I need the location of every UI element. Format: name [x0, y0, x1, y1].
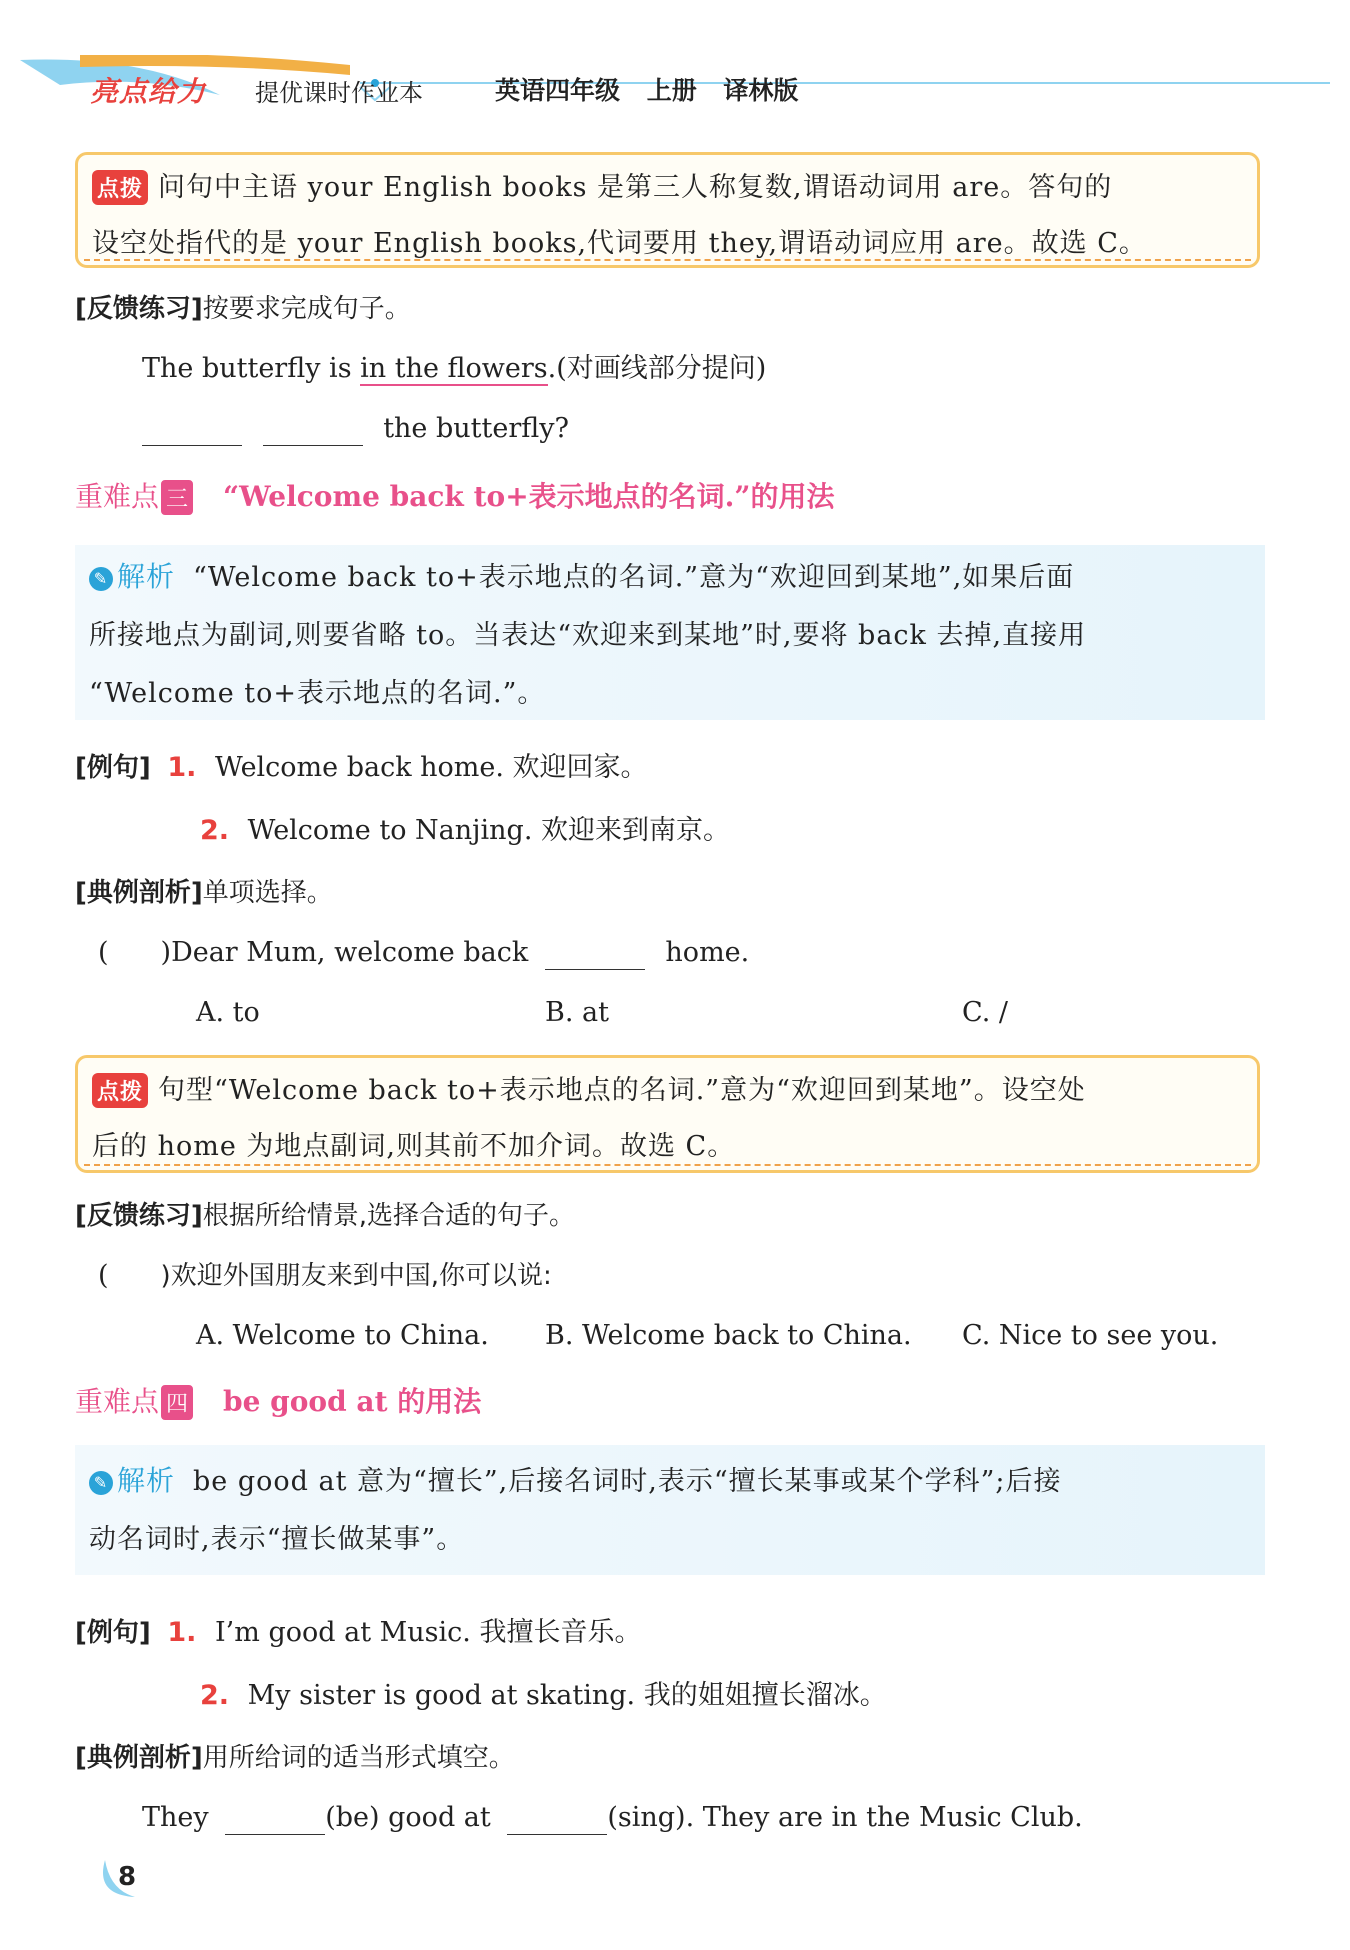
question-line: ( )欢迎外国朋友来到中国,你可以说:: [98, 1260, 552, 1291]
section-title: “Welcome back to+表示地点的名词.”的用法: [223, 480, 835, 513]
hint-box-2: 点拨 句型“Welcome back to+表示地点的名词.”意为“欢迎回到某地”。设空处 后的 home 为地点副词,则其前不加介词。故选 C。: [75, 1055, 1260, 1173]
answer-blank[interactable]: [545, 937, 645, 970]
pencil-icon: ✎: [89, 1471, 113, 1495]
brand-logo-text: 亮点给力: [90, 75, 207, 108]
underlined-phrase: in the flowers: [360, 353, 548, 384]
grade-info: 英语四年级 上册 译林版: [495, 76, 799, 105]
pencil-icon: ✎: [89, 567, 113, 591]
section-title: be good at 的用法: [223, 1385, 482, 1418]
book-subtitle: 提优课时作业本: [255, 79, 423, 107]
practice-answer-line: the butterfly?: [142, 413, 569, 446]
option-b[interactable]: B. at: [545, 997, 609, 1028]
hint-text-line: 设空处指代的是 your English books,代词要用 they,谓语动词应用 are。故选 C。: [92, 228, 1147, 259]
practice-instruction: 按要求完成句子。: [202, 294, 411, 324]
example-item: 2. My sister is good at skating. 我的姐姐擅长溜冰。: [200, 1680, 887, 1711]
example-label: [例句]: [75, 1618, 151, 1648]
typical-example-header: [典例剖析]用所给词的适当形式填空。: [75, 1743, 515, 1773]
typical-example-header: [典例剖析]单项选择。: [75, 878, 333, 908]
answer-blank[interactable]: [142, 413, 242, 446]
practice-sentence: The butterfly is in the flowers.(对画线部分提问): [142, 353, 767, 384]
option-a[interactable]: A. to: [196, 997, 260, 1028]
answer-blank[interactable]: [263, 413, 363, 446]
answer-blank[interactable]: [507, 1802, 607, 1835]
answer-paren[interactable]: (: [98, 937, 109, 968]
option-c[interactable]: C. /: [962, 997, 1008, 1028]
example-item: 2. Welcome to Nanjing. 欢迎来到南京。: [200, 815, 730, 846]
option-b[interactable]: B. Welcome back to China.: [545, 1320, 912, 1351]
fill-in-sentence: They (be) good at (sing). They are in the Music Club.: [142, 1802, 1083, 1835]
analysis-tag: 解析: [117, 1464, 176, 1497]
question-line: ( )Dear Mum, welcome back home.: [98, 937, 749, 970]
hint-tag: 点拨: [92, 1073, 148, 1108]
section-heading-3: 重难点 三 “Welcome back to+表示地点的名词.”的用法: [75, 480, 835, 513]
hint-tag: 点拨: [92, 170, 148, 205]
example-item: [例句] 1. Welcome back home. 欢迎回家。: [75, 752, 648, 783]
practice-label: [反馈练习]: [75, 1201, 203, 1231]
analysis-tag: 解析: [117, 560, 176, 593]
hint-text-line: 问句中主语 your English books 是第三人称复数,谓语动词用 are。答句的: [158, 172, 1113, 203]
example-label: [例句]: [75, 753, 151, 783]
section-number-badge: 三: [161, 480, 193, 515]
answer-blank[interactable]: [225, 1802, 325, 1835]
page-header: [20, 55, 1330, 125]
section-heading-4: 重难点 四 be good at 的用法: [75, 1385, 482, 1418]
option-a[interactable]: A. Welcome to China.: [196, 1320, 489, 1351]
analysis-box-4: ✎ 解析 be good at 意为“擅长”,后接名词时,表示“擅长某事或某个学科”;后接 动名词时,表示“擅长做某事”。: [75, 1445, 1265, 1575]
practice-header: [反馈练习]根据所给情景,选择合适的句子。: [75, 1201, 576, 1231]
answer-paren[interactable]: (: [98, 1260, 109, 1291]
hint-box-1: [75, 152, 1260, 268]
analysis-box-3: ✎ 解析 “Welcome back to+表示地点的名词.”意为“欢迎回到某地”,如果后面 所接地点为副词,则要省略 to。当表达“欢迎来到某地”时,要将 back 去掉,直接用 “Welcome to+表示地点的名词.”。: [75, 545, 1265, 720]
section-number-badge: 四: [161, 1385, 193, 1420]
practice-label: [反馈练习]: [75, 294, 203, 324]
page-number: 8: [118, 1862, 137, 1892]
example-item: [例句] 1. I’m good at Music. 我擅长音乐。: [75, 1617, 642, 1648]
practice-header: [75, 293, 411, 325]
typical-label: [典例剖析]: [75, 1743, 203, 1773]
typical-label: [典例剖析]: [75, 878, 203, 908]
option-c[interactable]: C. Nice to see you.: [962, 1320, 1219, 1351]
